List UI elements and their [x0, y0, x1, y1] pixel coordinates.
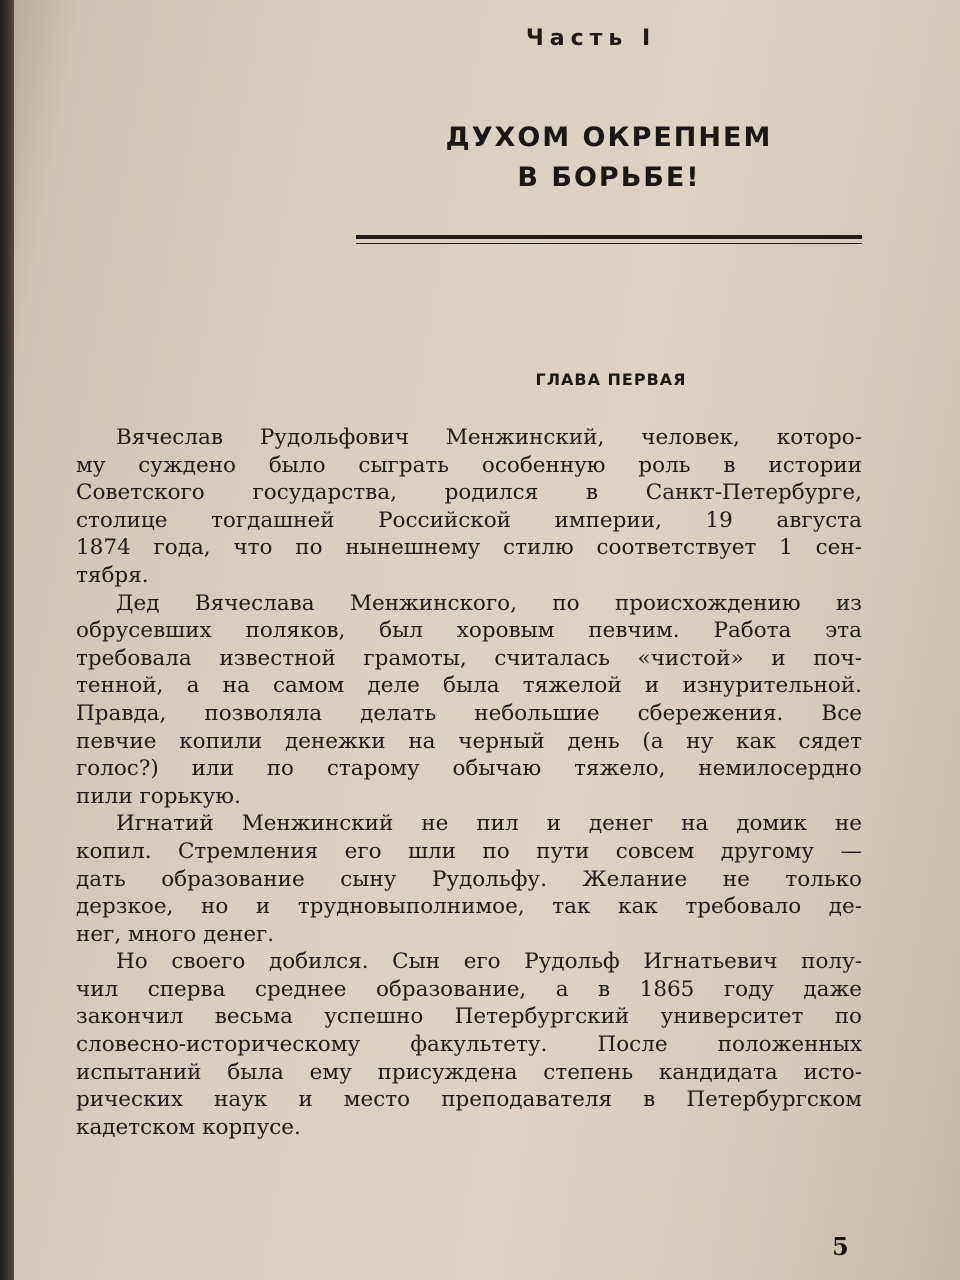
text-line: рических наук и место преподавателя в Петербургском — [76, 1087, 862, 1113]
part-title-line-2: В БОРЬБЕ! — [517, 162, 701, 193]
text-line: нег, много денег. — [76, 921, 275, 947]
part-label: Часть I — [526, 26, 657, 51]
text-line: дать образование сыну Рудольфу. Желание не только — [76, 866, 862, 892]
page-number: 5 — [832, 1232, 849, 1261]
part-title-line-1: ДУХОМ ОКРЕПНЕМ — [445, 122, 773, 153]
text-line: требовала известной грамоты, считалась «чистой» и поч- — [76, 645, 862, 671]
text-line: Правда, позволяла делать небольшие сбережения. Все — [76, 700, 862, 726]
body-text — [76, 424, 862, 1141]
text-line: Но своего добился. Сын его Рудольф Игнатьевич полу- — [116, 949, 862, 975]
title-rule-thin — [356, 243, 862, 244]
text-line: му суждено было сыграть особенную роль в истории — [76, 452, 862, 478]
text-line: 1874 года, что по нынешнему стилю соответствует 1 сен- — [76, 535, 862, 561]
text-line: тенной, а на самом деле была тяжелой и изнурительной. — [76, 673, 862, 699]
text-line: дерзкое, но и трудновыполнимое, так как требовало де- — [76, 894, 862, 920]
text-line: певчие копили денежки на черный день (а ну как сядет — [76, 728, 862, 754]
text-line: голос?) или по старому обычаю тяжело, немилосердно — [76, 756, 862, 782]
text-line: кадетском корпусе. — [76, 1114, 301, 1140]
text-line: Советского государства, родился в Санкт-Петербурге, — [76, 480, 862, 506]
text-line: чил сперва среднее образование, а в 1865 году даже — [76, 976, 862, 1002]
chapter-heading: ГЛАВА ПЕРВАЯ — [535, 370, 687, 389]
text-line: обрусевших поляков, был хоровым певчим. Работа эта — [76, 618, 862, 644]
text-line: столице тогдашней Российской империи, 19 августа — [76, 507, 862, 533]
text-line: Игнатий Менжинский не пил и денег на домик не — [116, 811, 862, 837]
text-line: словесно-историческому факультету. После положенных — [76, 1032, 862, 1058]
text-line: испытаний была ему присуждена степень кандидата исто- — [76, 1059, 862, 1085]
text-line: копил. Стремления его шли по пути совсем другому — — [76, 838, 862, 864]
title-rule-thick — [356, 235, 862, 239]
text-line: закончил весьма успешно Петербургский университет по — [76, 1004, 862, 1030]
text-line: Вячеслав Рудольфович Менжинский, человек, которо- — [116, 425, 862, 450]
text-line: Дед Вячеслава Менжинского, по происхождению из — [116, 590, 862, 616]
text-line: тября. — [76, 562, 149, 588]
book-page — [14, 0, 960, 1280]
part-title — [414, 118, 804, 198]
text-line: пили горькую. — [76, 783, 241, 809]
